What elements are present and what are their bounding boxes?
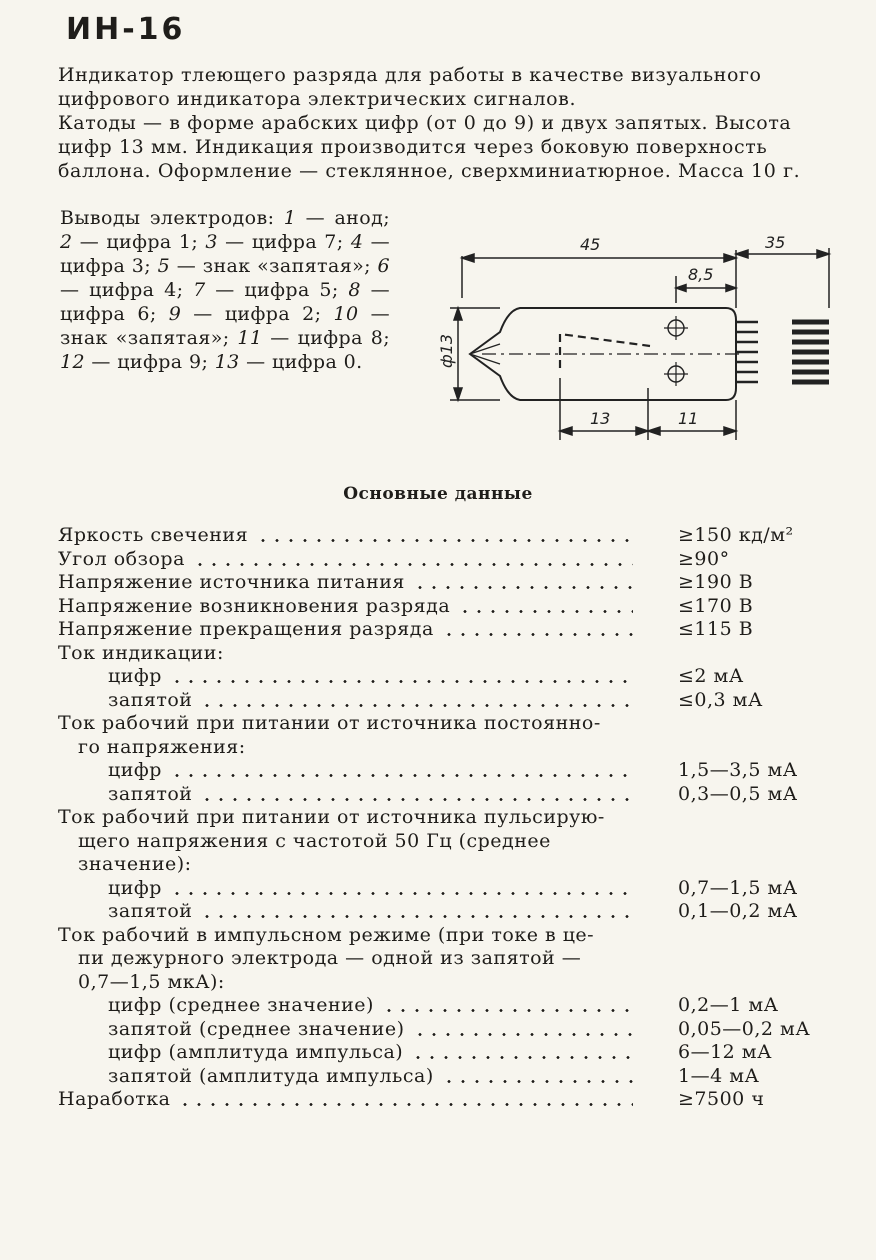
spec-label: Напряжение источника питания xyxy=(58,571,405,593)
spec-row xyxy=(58,595,858,619)
spec-value: 1—4 мА xyxy=(678,1064,760,1087)
pin-assignment xyxy=(60,206,390,374)
arrow xyxy=(454,308,462,320)
spec-row xyxy=(58,736,858,760)
spec-row xyxy=(58,571,858,595)
spec-label: Угол обзора xyxy=(58,547,185,570)
pin-number: 5 xyxy=(157,255,171,277)
pin-function: цифра 1 xyxy=(106,231,192,253)
pin-function: цифра 7 xyxy=(251,231,337,253)
spec-label: Напряжение прекращения разряда xyxy=(58,618,434,640)
spec-label: цифр xyxy=(108,759,162,781)
spec-label: запятой (амплитуда импульса) xyxy=(108,1064,434,1087)
arrow xyxy=(736,250,748,258)
pin-number: 10 xyxy=(333,303,359,325)
section-heading: Основные данные xyxy=(343,484,533,504)
spec-label: цифр xyxy=(108,665,162,687)
spec-label: Яркость свечения xyxy=(58,524,249,546)
spec-value: 0,1—0,2 мА xyxy=(678,900,798,922)
dot-leader xyxy=(200,704,633,707)
pins-intro: Выводы электродов: xyxy=(60,207,275,229)
pin-function: цифра 4 xyxy=(89,279,177,301)
lead-wires xyxy=(736,322,758,382)
pin-function: знак «запятая» xyxy=(60,327,223,349)
pin-item: 5 — знак «запятая»; xyxy=(157,255,378,277)
lead-ends xyxy=(792,322,829,382)
pin-function: цифра 3 xyxy=(60,255,145,277)
pin-item: 7 — цифра 5; xyxy=(193,279,349,301)
description-construction: Катоды — в форме арабских цифр (от 0 до 9) и двух запятых. Высота цифр 13 мм. Индикация производится через боковую поверхность баллона. Оформление — стеклянное, сверхминиатюрное. Масса 10 г. xyxy=(58,112,801,182)
spec-row xyxy=(58,548,858,572)
spec-row xyxy=(58,618,858,642)
pin-function: цифра 0 xyxy=(271,351,357,373)
arrow xyxy=(724,254,736,262)
pin-function: цифра 8 xyxy=(297,327,384,349)
dot-leader xyxy=(413,586,633,589)
spec-label: Ток рабочий при питании от источника постоянно- xyxy=(58,712,601,734)
spec-row xyxy=(58,924,858,948)
dot-leader xyxy=(178,1103,633,1106)
spec-label: цифр xyxy=(108,876,162,899)
spec-label: цифр (амплитуда импульса) xyxy=(108,1041,404,1063)
spec-label: пи дежурного электрода — одной из запятой — xyxy=(78,947,582,969)
spec-row xyxy=(58,1065,858,1089)
tube-dimension-drawing xyxy=(437,228,840,443)
pin-item: 9 — цифра 2; xyxy=(168,303,334,325)
spec-label: Ток рабочий при питании от источника пульсирую- xyxy=(58,806,605,828)
specs-table xyxy=(58,524,858,1112)
spec-row xyxy=(58,971,858,995)
electrode-outline xyxy=(560,334,650,368)
pin-function: цифра 6 xyxy=(60,303,150,325)
spec-row xyxy=(58,806,858,830)
dot-leader xyxy=(413,1033,634,1036)
spec-value: 0,2—1 мА xyxy=(678,994,779,1016)
dot-leader xyxy=(411,1056,633,1059)
spec-label: Ток рабочий в импульсном режиме (при токе в це- xyxy=(58,923,595,946)
pin-item: 10 — знак «запятая»; xyxy=(60,303,391,349)
spec-label: цифр (среднее значение) xyxy=(108,994,374,1016)
spec-value: ≤0,3 мА xyxy=(678,688,763,711)
spec-value: ≤170 В xyxy=(678,594,754,617)
spec-label: Наработка xyxy=(58,1088,171,1110)
spec-label: запятой xyxy=(108,900,193,922)
arrow xyxy=(676,285,686,292)
page-title: ИН-16 xyxy=(66,12,186,47)
spec-value: ≥190 В xyxy=(678,571,754,593)
spec-value: 0,05—0,2 мА xyxy=(678,1017,811,1040)
dot-leader xyxy=(442,633,633,636)
pin-number: 13 xyxy=(214,351,240,373)
spec-label: запятой xyxy=(108,782,193,805)
pin-item: 1 — анод; xyxy=(283,207,390,229)
pin-item: 6 — цифра 4; xyxy=(60,255,390,301)
spec-row xyxy=(58,1041,858,1065)
spec-label: го напряжения: xyxy=(78,735,246,758)
pin-item: 2 — цифра 1; xyxy=(60,231,206,253)
spec-row xyxy=(58,689,858,713)
pin-item: 3 — цифра 7; xyxy=(205,231,351,253)
dot-leader xyxy=(170,680,633,683)
pin-list xyxy=(60,207,390,373)
dot-leader xyxy=(193,563,633,566)
spec-value: ≥90° xyxy=(678,547,730,570)
spec-value: ≤115 В xyxy=(678,618,754,640)
arrow xyxy=(726,285,736,292)
dim-a-label: 13 xyxy=(590,409,611,428)
dot-leader xyxy=(256,539,633,542)
dim-leads-label: 35 xyxy=(765,233,786,252)
pin-function: цифра 9 xyxy=(117,351,202,373)
spec-row xyxy=(58,783,858,807)
pin-number: 11 xyxy=(237,327,263,349)
spec-value: ≥7500 ч xyxy=(678,1088,765,1110)
pin-item: 4 — цифра 3; xyxy=(60,231,390,277)
dot-leader xyxy=(200,798,633,801)
spec-row xyxy=(58,524,858,548)
pin-number: 7 xyxy=(193,279,206,301)
description-purpose: Индикатор тлеющего разряда для работы в качестве визуального цифрового индикатора электрических сигналов. xyxy=(58,64,762,110)
spec-value: 6—12 мА xyxy=(678,1041,772,1063)
pin-number: 6 xyxy=(377,255,390,277)
spec-label: щего напряжения с частотой 50 Гц (среднее xyxy=(78,829,551,852)
pin-item: 8 — цифра 6; xyxy=(60,279,391,325)
spec-row xyxy=(58,830,858,854)
dim-diameter-label: ф13 xyxy=(437,333,456,368)
pin-function: цифра 2 xyxy=(224,303,315,325)
spec-label: запятой xyxy=(108,688,193,711)
arrow xyxy=(462,254,474,262)
pin-number: 4 xyxy=(350,231,364,253)
dot-leader xyxy=(200,915,633,918)
dot-leader xyxy=(170,774,633,777)
pin-number: 8 xyxy=(348,279,361,301)
spec-row xyxy=(58,1018,858,1042)
dot-leader xyxy=(442,1080,633,1083)
dot-leader xyxy=(458,610,633,613)
pin-function: анод xyxy=(334,207,384,229)
spec-row xyxy=(58,900,858,924)
spec-row xyxy=(58,994,858,1018)
pin-number: 3 xyxy=(205,231,218,253)
dim-offset-label: 8,5 xyxy=(688,265,714,284)
spec-row xyxy=(58,1088,858,1112)
spec-row xyxy=(58,665,858,689)
spec-row xyxy=(58,759,858,783)
pin-number: 12 xyxy=(60,351,85,373)
spec-value: 1,5—3,5 мА xyxy=(678,759,798,781)
arrow xyxy=(817,250,829,258)
spec-row xyxy=(58,712,858,736)
pin-function: знак «запятая» xyxy=(202,255,365,277)
spec-label: запятой (среднее значение) xyxy=(108,1017,405,1040)
dot-leader xyxy=(382,1009,633,1012)
spec-value: ≤2 мА xyxy=(678,665,744,687)
arrow xyxy=(454,388,462,400)
dim-length-label: 45 xyxy=(580,235,601,254)
spec-row xyxy=(58,642,858,666)
spec-label: Ток индикации: xyxy=(58,641,224,664)
dim-b-label: 11 xyxy=(678,409,699,428)
pin-number: 1 xyxy=(283,207,297,229)
spec-row xyxy=(58,853,858,877)
pin-item: 11 — цифра 8; xyxy=(237,327,391,349)
spec-label: Напряжение возникновения разряда xyxy=(58,594,451,617)
pin-function: цифра 5 xyxy=(244,279,332,301)
pin-number: 9 xyxy=(168,303,182,325)
spec-row xyxy=(58,947,858,971)
spec-label: 0,7—1,5 мкА): xyxy=(78,970,225,993)
pin-item: 13 — цифра 0. xyxy=(214,351,363,373)
spec-value: ≥150 кд/м² xyxy=(678,524,794,546)
pin-item: 12 — цифра 9; xyxy=(60,351,215,373)
pin-number: 2 xyxy=(60,231,73,253)
dot-leader xyxy=(170,892,633,895)
spec-row xyxy=(58,877,858,901)
spec-label: значение): xyxy=(78,853,192,875)
spec-value: 0,3—0,5 мА xyxy=(678,782,798,805)
spec-value: 0,7—1,5 мА xyxy=(678,876,798,899)
